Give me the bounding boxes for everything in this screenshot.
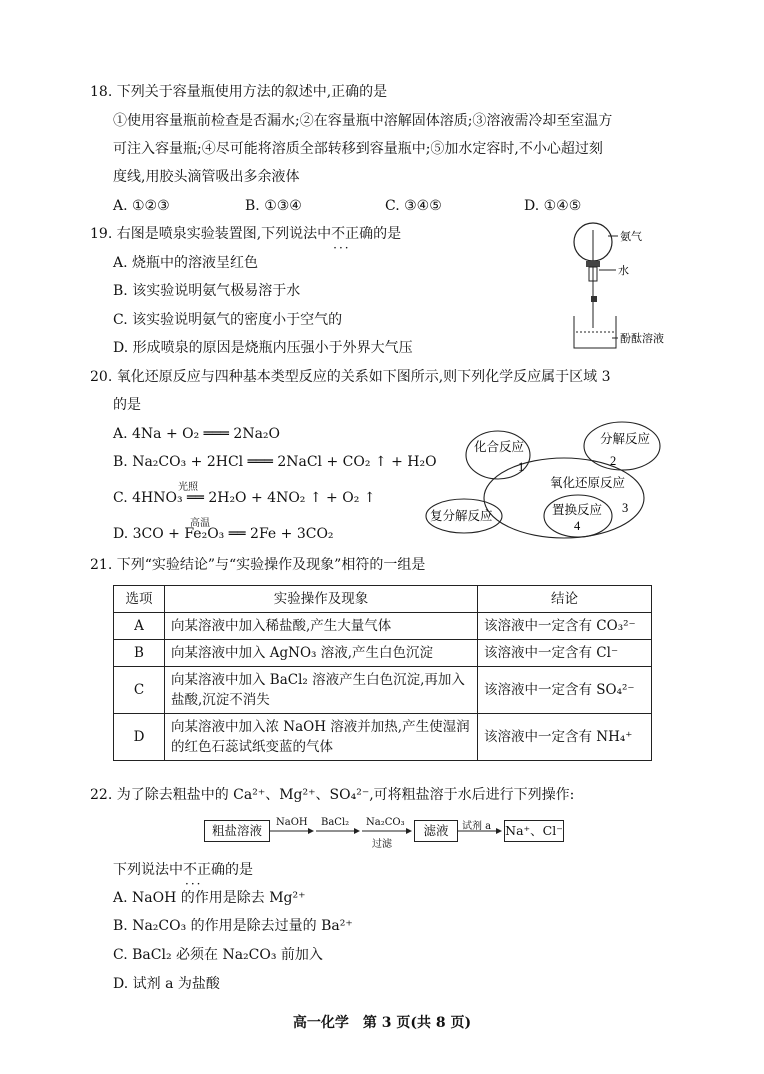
flow-label-reagent-a: 试剂 a (462, 821, 492, 832)
flow-label-bacl2: BaCl₂ (321, 817, 350, 828)
q19-option-b: B. 该实验说明氨气极易溶于水 (113, 283, 301, 299)
q21-table (113, 585, 652, 761)
q22-sub-emph: 不正确 ··· (183, 862, 225, 878)
q18-option-b: B. ①③④ (245, 198, 302, 214)
row-option: D (114, 714, 165, 761)
q21-stem: 21. 下列“实验结论”与“实验操作及现象”相符的一组是 (90, 557, 426, 573)
row-operation: 向某溶液中加入浓 NaOH 溶液并加热,产生使湿润的红色石蕊试纸变蓝的气体 (165, 714, 478, 761)
q22-stem: 22. 为了除去粗盐中的 Ca²⁺、Mg²⁺、SO₄²⁻,可将粗盐溶于水后进行下列操作: (90, 787, 575, 803)
q18-option-a: A. ①②③ (113, 198, 170, 214)
q18-option-d: D. ①④⑤ (524, 198, 582, 214)
q22-option-d: D. 试剂 a 为盐酸 (113, 976, 220, 992)
q20-condition-c: 光照 (178, 482, 198, 493)
q22-sub-pre: 下列说法中 (113, 862, 183, 878)
q18-line-1: ①使用容量瓶前检查是否漏水;②在容量瓶中溶解固体溶质;③溶液需冷却至室温方 (113, 113, 613, 129)
q20-option-c: C. 4HNO₃ ══ 2H₂O + 4NO₂ ↑ + O₂ ↑ (113, 490, 376, 506)
header-option: 选项 (114, 586, 165, 613)
flow-arrows-1 (268, 810, 414, 850)
table-row (114, 667, 652, 714)
fig-label-solution: 酚酞溶液 (620, 333, 664, 345)
label-decomposition: 分解反应 (600, 432, 651, 446)
row-option: A (114, 613, 165, 640)
table-row (114, 714, 652, 761)
q19-option-c: C. 该实验说明氨气的密度小于空气的 (113, 312, 343, 328)
q20-stem-line-1: 20. 氧化还原反应与四种基本类型反应的关系如下图所示,则下列化学反应属于区域 3 (90, 369, 611, 385)
q19-option-d: D. 形成喷泉的原因是烧瓶内压强小于外界大气压 (113, 340, 413, 356)
q20-option-d: D. 3CO + Fe₂O₃ ══ 2Fe + 3CO₂ (113, 526, 334, 542)
row-operation: 向某溶液中加入稀盐酸,产生大量气体 (165, 613, 478, 640)
q20-stem-line-2: 的是 (113, 397, 141, 413)
table-row (114, 640, 652, 667)
label-combination: 化合反应 (474, 440, 525, 454)
q19-option-a: A. 烧瓶中的溶液呈红色 (113, 255, 259, 271)
fountain-apparatus-figure (566, 220, 666, 355)
q19-stem (90, 224, 401, 244)
q22-option-b: B. Na₂CO₃ 的作用是除去过量的 Ba²⁺ (113, 918, 353, 934)
flow-start-box: 粗盐溶液 (204, 820, 270, 842)
q19-stem-pre: 19. 右图是喷泉实验装置图,下列说法中 (90, 226, 332, 242)
flow-label-filter: 过滤 (372, 839, 392, 850)
q18-line-3: 度线,用胶头滴管吸出多余液体 (113, 169, 300, 185)
page-footer: 高一化学 第 3 页(共 8 页) (292, 1015, 472, 1031)
row-conclusion: 该溶液中一定含有 NH₄⁺ (478, 714, 652, 761)
flow-filtrate-box: 滤液 (414, 820, 458, 842)
label-double-decomposition: 复分解反应 (430, 509, 493, 523)
row-conclusion: 该溶液中一定含有 Cl⁻ (478, 640, 652, 667)
header-conclusion: 结论 (478, 586, 652, 613)
q22-option-a: A. NaOH 的作用是除去 Mg²⁺ (113, 890, 306, 906)
q22-sub-stem (113, 860, 253, 880)
row-operation: 向某溶液中加入 AgNO₃ 溶液,产生白色沉淀 (165, 640, 478, 667)
flow-end-box: Na⁺、Cl⁻ (504, 820, 564, 842)
q20-option-b: B. Na₂CO₃ + 2HCl ═══ 2NaCl + CO₂ ↑ + H₂O (113, 454, 437, 470)
row-conclusion: 该溶液中一定含有 CO₃²⁻ (478, 613, 652, 640)
q22-option-c: C. BaCl₂ 必须在 Na₂CO₃ 前加入 (113, 947, 323, 963)
label-redox: 氧化还原反应 (550, 476, 626, 490)
row-option: C (114, 667, 165, 714)
q18-option-c: C. ③④⑤ (385, 198, 442, 214)
table-header-row (114, 586, 652, 613)
q18-line-2: 可注入容量瓶;④尽可能将溶质全部转移到容量瓶中;⑤加水定容时,不小心超过刻 (113, 141, 603, 157)
label-region-4: 4 (574, 519, 581, 533)
q20-option-a: A. 4Na + O₂ ═══ 2Na₂O (113, 426, 281, 442)
fig-label-gas: 氨气 (620, 231, 642, 243)
reaction-venn-diagram (422, 420, 672, 540)
decomposition-ellipse (584, 422, 660, 470)
flow-label-na2co3: Na₂CO₃ (366, 817, 405, 828)
q19-stem-emph: 不正确 ··· (331, 226, 373, 242)
flow-label-naoh: NaOH (276, 817, 308, 828)
fig-label-water: 水 (618, 265, 629, 277)
q18-stem: 18. 下列关于容量瓶使用方法的叙述中,正确的是 (90, 84, 388, 100)
table-row (114, 613, 652, 640)
header-operation: 实验操作及现象 (165, 586, 478, 613)
row-option: B (114, 640, 165, 667)
row-operation: 向某溶液中加入 BaCl₂ 溶液产生白色沉淀,再加入盐酸,沉淀不消失 (165, 667, 478, 714)
label-region-1: 1 (518, 460, 525, 474)
q20-condition-d: 高温 (190, 518, 210, 529)
label-displacement: 置换反应 (552, 503, 603, 517)
row-conclusion: 该溶液中一定含有 SO₄²⁻ (478, 667, 652, 714)
q19-stem-post: 的是 (373, 226, 402, 242)
label-region-2: 2 (610, 454, 617, 468)
label-region-3: 3 (622, 501, 629, 515)
q22-sub-post: 的是 (225, 862, 253, 878)
